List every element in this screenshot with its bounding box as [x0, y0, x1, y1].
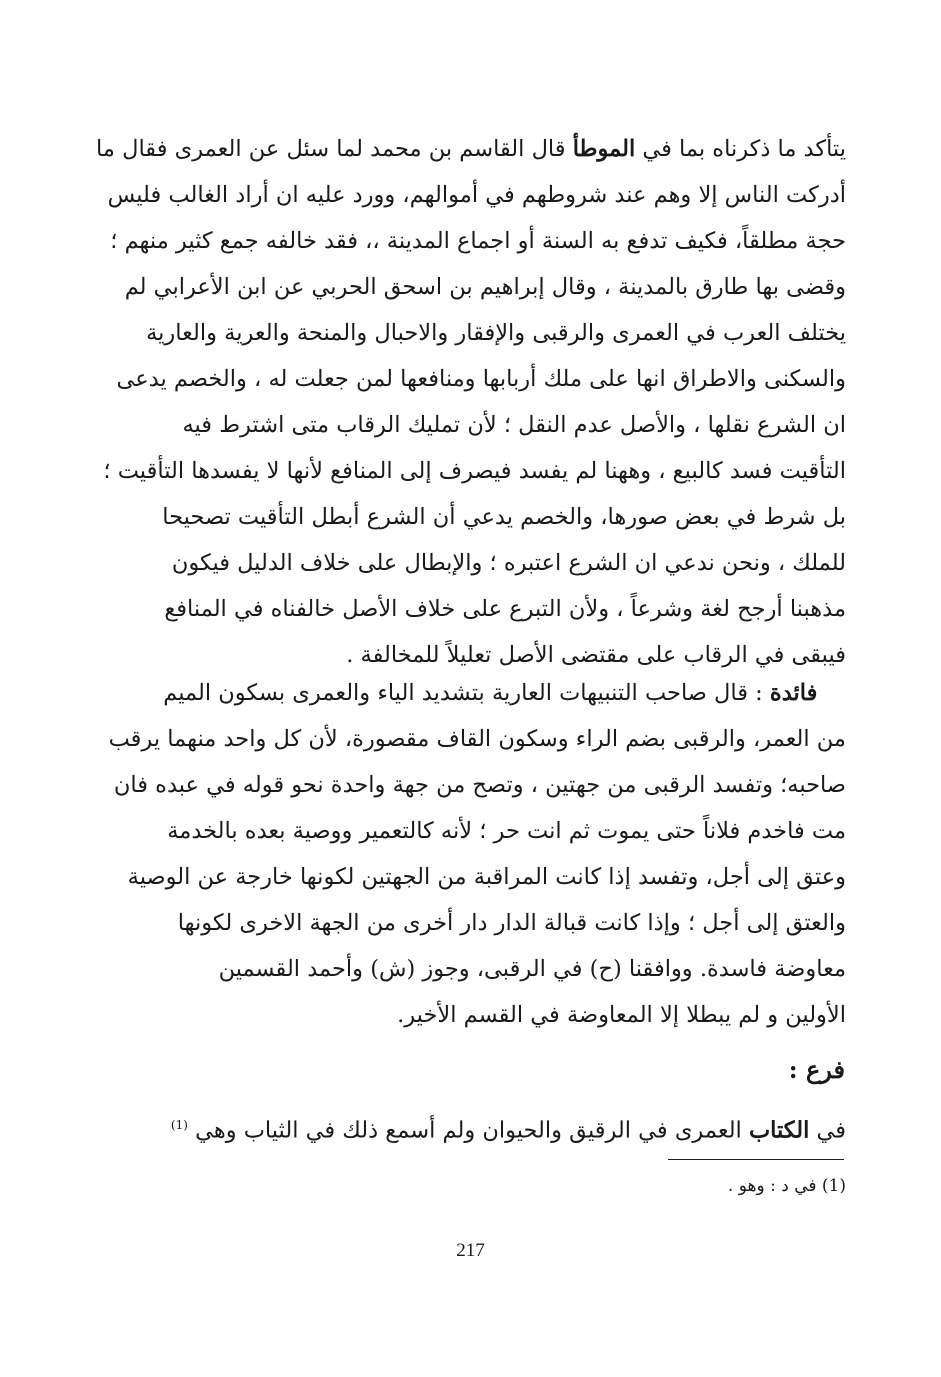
text-run: يتأكد ما ذكرناه بما في [635, 136, 846, 162]
text-line: مذهبنا أرجح لغة وشرعاً ، ولأن التبرع على خلاف الأصل خالفناه في المنافع [164, 596, 846, 622]
text-run: : قال صاحب التنبيهات العارية بتشديد الياء والعمرى بسكون الميم [163, 680, 770, 706]
text-line: حجة مطلقاً، فكيف تدفع به السنة أو اجماع المدينة ،، فقد خالفه جمع كثير منهم ؛ [110, 228, 846, 254]
bold-term-kitab: الكتاب [748, 1117, 810, 1144]
text-line: والسكنى والاطراق انها على ملك أربابها ومنافعها لمن جعلت له ، والخصم يدعى [116, 366, 846, 392]
bold-term-muwatta: الموطأ [572, 136, 636, 162]
text-run: في [809, 1117, 846, 1144]
text-line: فيبقى في الرقاب على مقتضى الأصل تعليلاً للمخالفة . [346, 642, 846, 668]
text-line: أدركت الناس إلا وهم عند شروطهم في أموالهم، وورد عليه ان أراد الغالب فليس [107, 182, 846, 208]
text-line: معاوضة فاسدة. ووافقنا (ح) في الرقبى، وجوز (ش) وأحمد القسمين [218, 956, 846, 982]
paragraph-main [96, 126, 846, 678]
text-line: من العمر، والرقبى بضم الراء وسكون القاف مقصورة، لأن كل واحد منهما يرقب [108, 726, 846, 752]
text-line [96, 1102, 846, 1154]
text-line [96, 670, 846, 716]
footnote: (1) في د : وهو . [727, 1176, 846, 1196]
text-line: بل شرط في بعض صورها، والخصم يدعي أن الشرع أبطل التأقيت تصحيحا [162, 504, 846, 530]
section-heading: فرع : [788, 1055, 845, 1084]
text-line [96, 126, 846, 172]
text-line: للملك ، ونحن ندعي ان الشرع اعتبره ؛ والإبطال على خلاف الدليل فيكون [171, 550, 846, 576]
text-line: مت فاخدم فلاناً حتى يموت ثم انت حر ؛ لأنه كالتعمير ووصية بعده بالخدمة [167, 818, 846, 844]
footnote-marker: (1) [170, 1118, 188, 1132]
bold-term-faida: فائدة [769, 680, 818, 706]
text-line: وعتق إلى أجل، وتفسد إذا كانت المراقبة من الجهتين لكونها خارجة عن الوصية [127, 864, 846, 890]
text-line: والعتق إلى أجل ؛ وإذا كانت قبالة الدار دار أخرى من الجهة الاخرى لكونها [177, 910, 846, 936]
text-line: الأولين و لم يبطلا إلا المعاوضة في القسم الأخير. [397, 1002, 846, 1028]
footnote-divider [668, 1159, 844, 1160]
text-run: قال القاسم بن محمد لما سئل عن العمرى فقال ما [96, 136, 573, 162]
page-number: 217 [456, 1240, 485, 1261]
text-line: التأقيت فسد كالبيع ، وههنا لم يفسد فيصرف إلى المنافع لأنها لا يفسدها التأقيت ؛ [103, 458, 846, 484]
text-line: وقضى بها طارق بالمدينة ، وقال إبراهيم بن اسحق الحربي عن ابن الأعرابي لم [124, 274, 846, 300]
text-run: العمرى في الرقيق والحيوان ولم أسمع ذلك في الثياب وهي [187, 1117, 749, 1144]
text-line: صاحبه؛ وتفسد الرقبى من جهتين ، وتصح من جهة واحدة نحو قوله في عبده فان [113, 772, 846, 798]
paragraph-faida [96, 670, 846, 1038]
text-line: يختلف العرب في العمرى والرقبى والإفقار والاحبال والمنحة والعرية والعارية [146, 320, 846, 346]
text-line: ان الشرع نقلها ، والأصل عدم النقل ؛ لأن تمليك الرقاب متى اشترط فيه [182, 412, 846, 438]
